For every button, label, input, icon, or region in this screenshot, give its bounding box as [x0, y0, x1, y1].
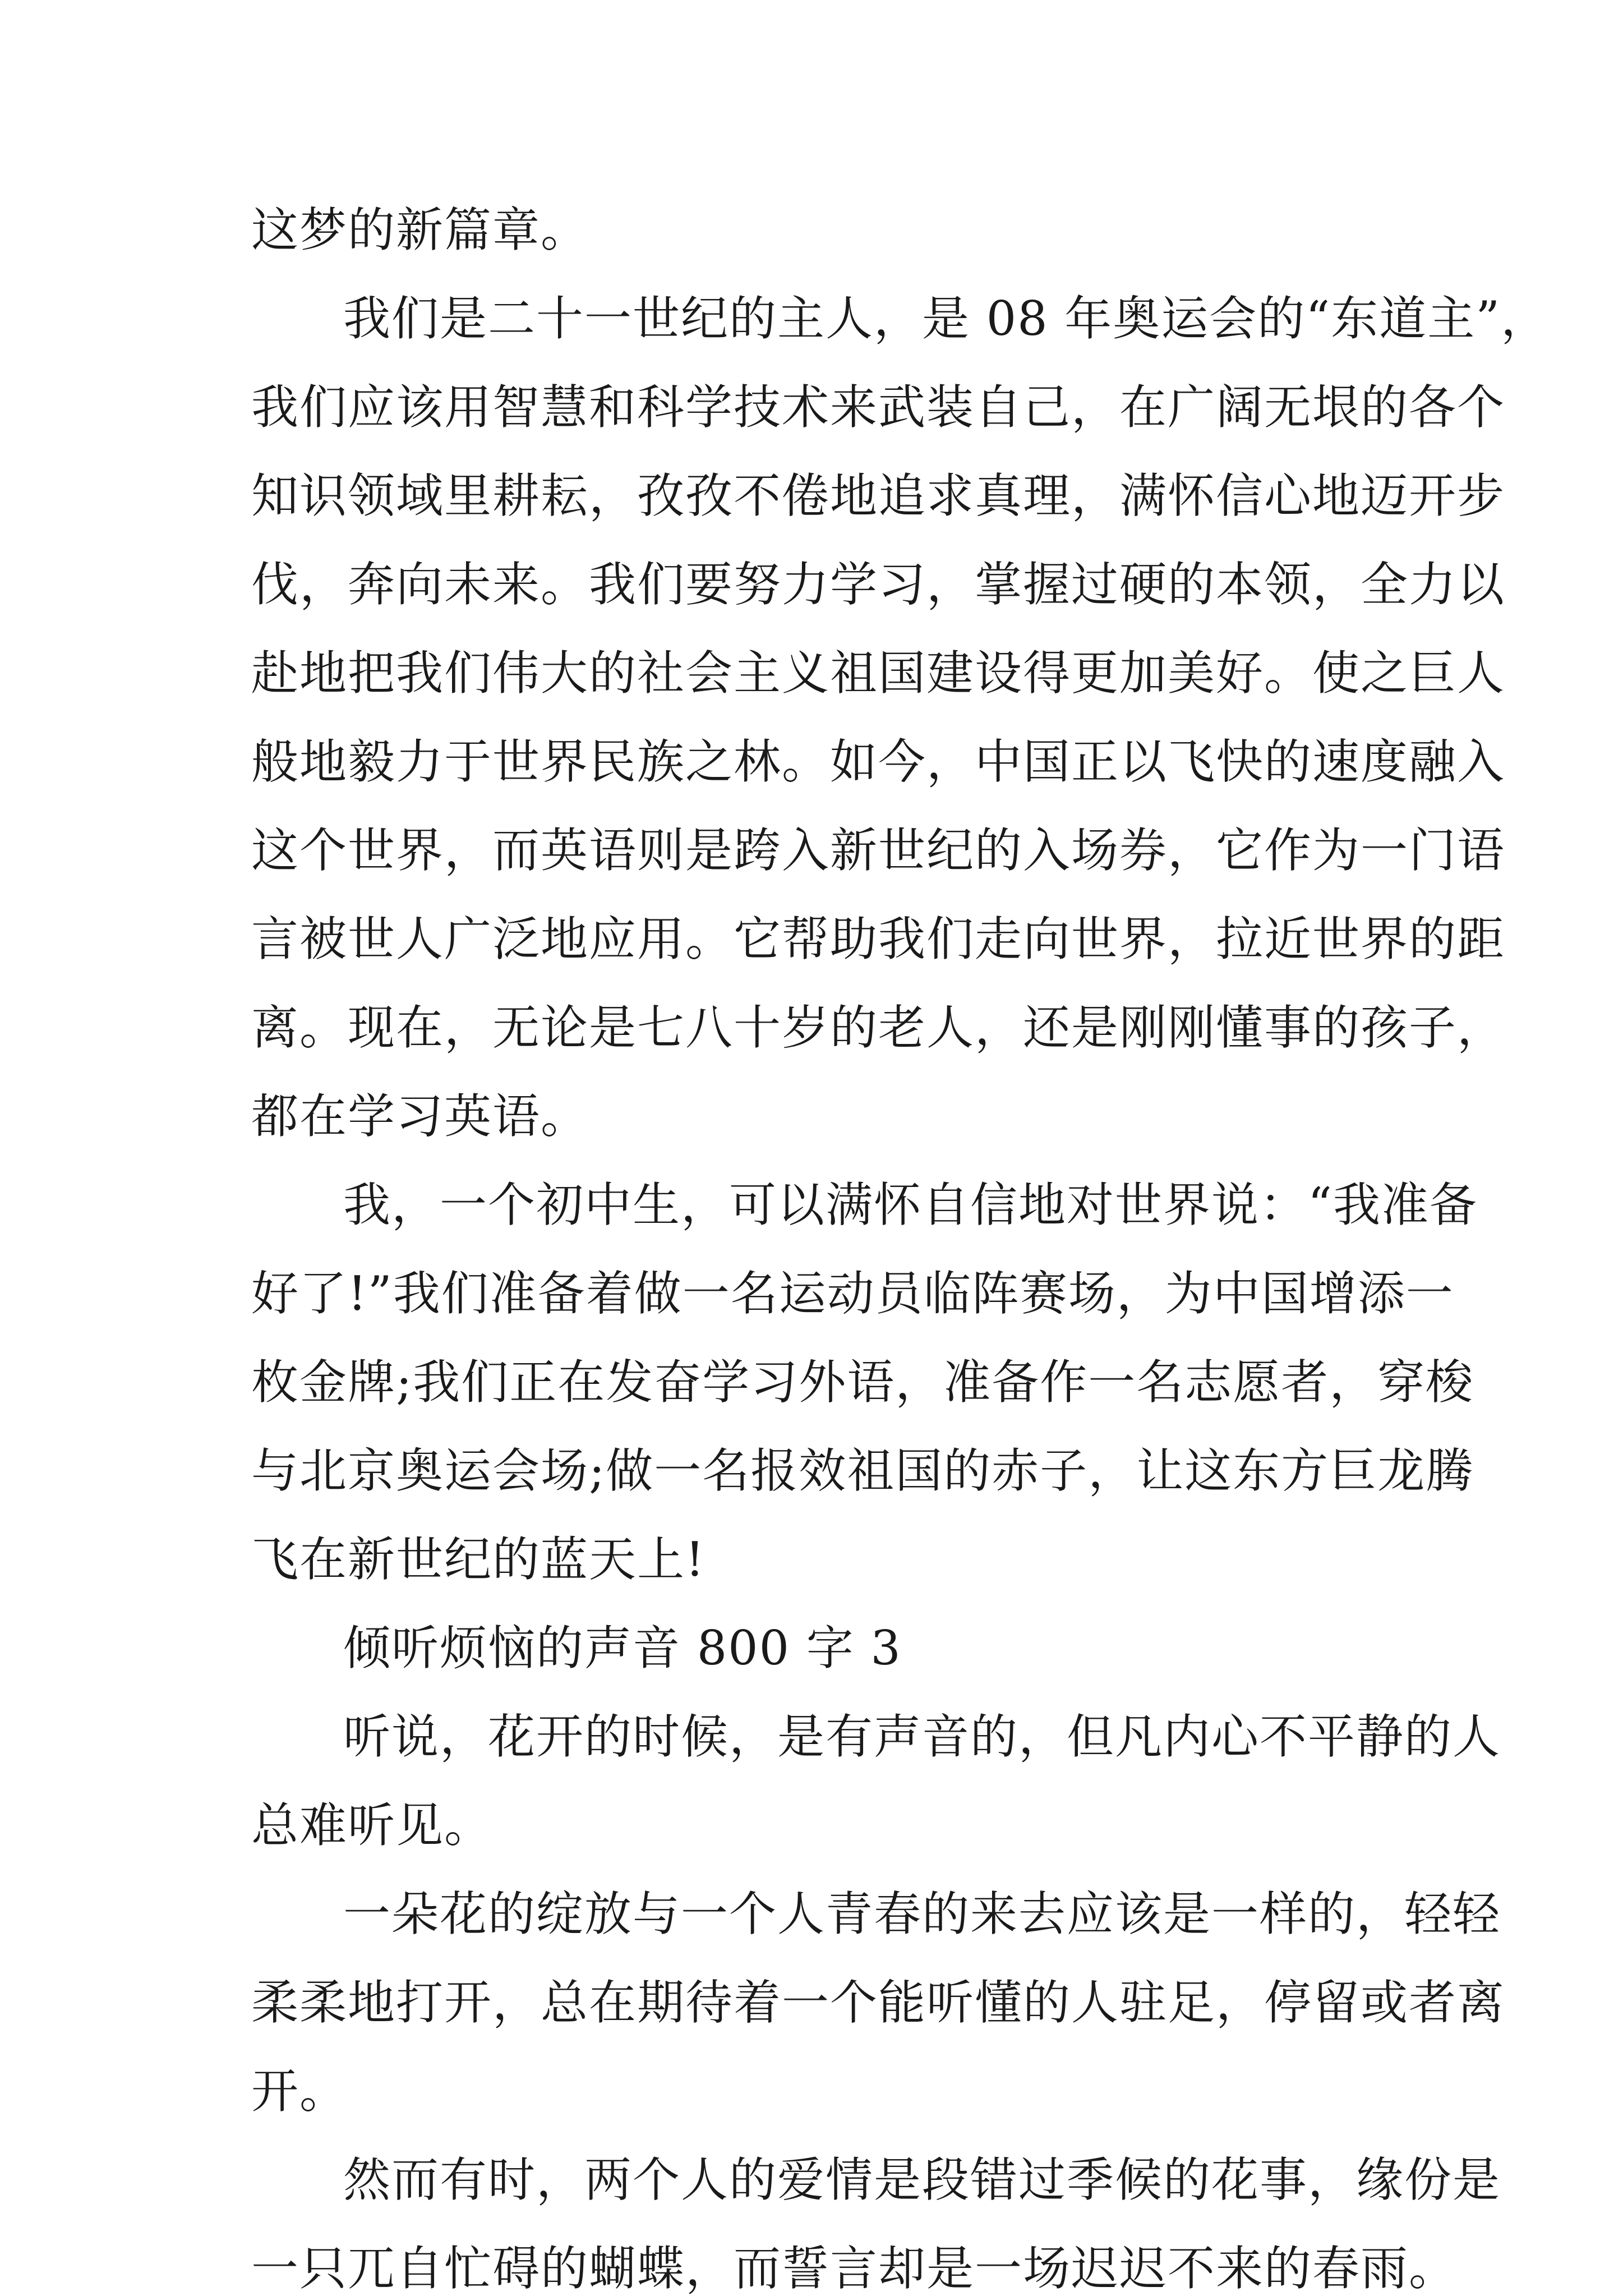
text-line: 总难听见。 — [251, 1798, 493, 1853]
text-line: 这梦的新篇章。 — [251, 203, 589, 257]
text-line: 一只兀自忙碍的蝴蝶，而誓言却是一场迟迟不来的春雨。 — [251, 2241, 1458, 2296]
text-line: 然而有时，两个人的爱情是段错过季候的花事，缘份是 — [343, 2152, 1501, 2207]
text-line: 我们是二十一世纪的主人，是 08 年奥运会的“东道主”， — [343, 291, 1550, 346]
text-line: 我们应该用智慧和科学技术来武装自己，在广阔无垠的各个 — [251, 380, 1506, 435]
text-line: 开。 — [251, 2064, 348, 2119]
text-line: 伐，奔向未来。我们要努力学习，掌握过硬的本领，全力以 — [251, 557, 1506, 612]
text-line: 一朵花的绽放与一个人青春的来去应该是一样的，轻轻 — [343, 1887, 1501, 1941]
text-line: 我，一个初中生，可以满怀自信地对世界说：“我准备 — [343, 1177, 1478, 1232]
text-line: 言被世人广泛地应用。它帮助我们走向世界，拉近世界的距 — [251, 912, 1506, 967]
text-line: 好了!”我们准备着做一名运动员临阵赛场，为中国增添一 — [251, 1266, 1454, 1321]
section-heading: 倾听烦恼的声音 800 字 3 — [343, 1621, 902, 1676]
text-line: 这个世界，而英语则是跨入新世纪的入场券，它作为一门语 — [251, 823, 1506, 878]
text-line: 柔柔地打开，总在期待着一个能听懂的人驻足，停留或者离 — [251, 1975, 1506, 2030]
text-line: 枚金牌;我们正在发奋学习外语，准备作一名志愿者，穿梭 — [251, 1355, 1474, 1410]
text-line: 离。现在，无论是七八十岁的老人，还是刚刚懂事的孩子， — [251, 1000, 1506, 1055]
text-line: 都在学习英语。 — [251, 1089, 589, 1144]
text-line: 知识领域里耕耘，孜孜不倦地追求真理，满怀信心地迈开步 — [251, 468, 1506, 523]
text-line: 飞在新世纪的蓝天上! — [251, 1532, 706, 1587]
text-line: 般地毅力于世界民族之林。如今，中国正以飞快的速度融入 — [251, 734, 1506, 789]
text-line: 赴地把我们伟大的社会主义祖国建设得更加美好。使之巨人 — [251, 646, 1506, 701]
text-line: 与北京奥运会场;做一名报效祖国的赤子，让这东方巨龙腾 — [251, 1443, 1474, 1498]
text-line: 听说，花开的时候，是有声音的，但凡内心不平静的人 — [343, 1709, 1501, 1764]
